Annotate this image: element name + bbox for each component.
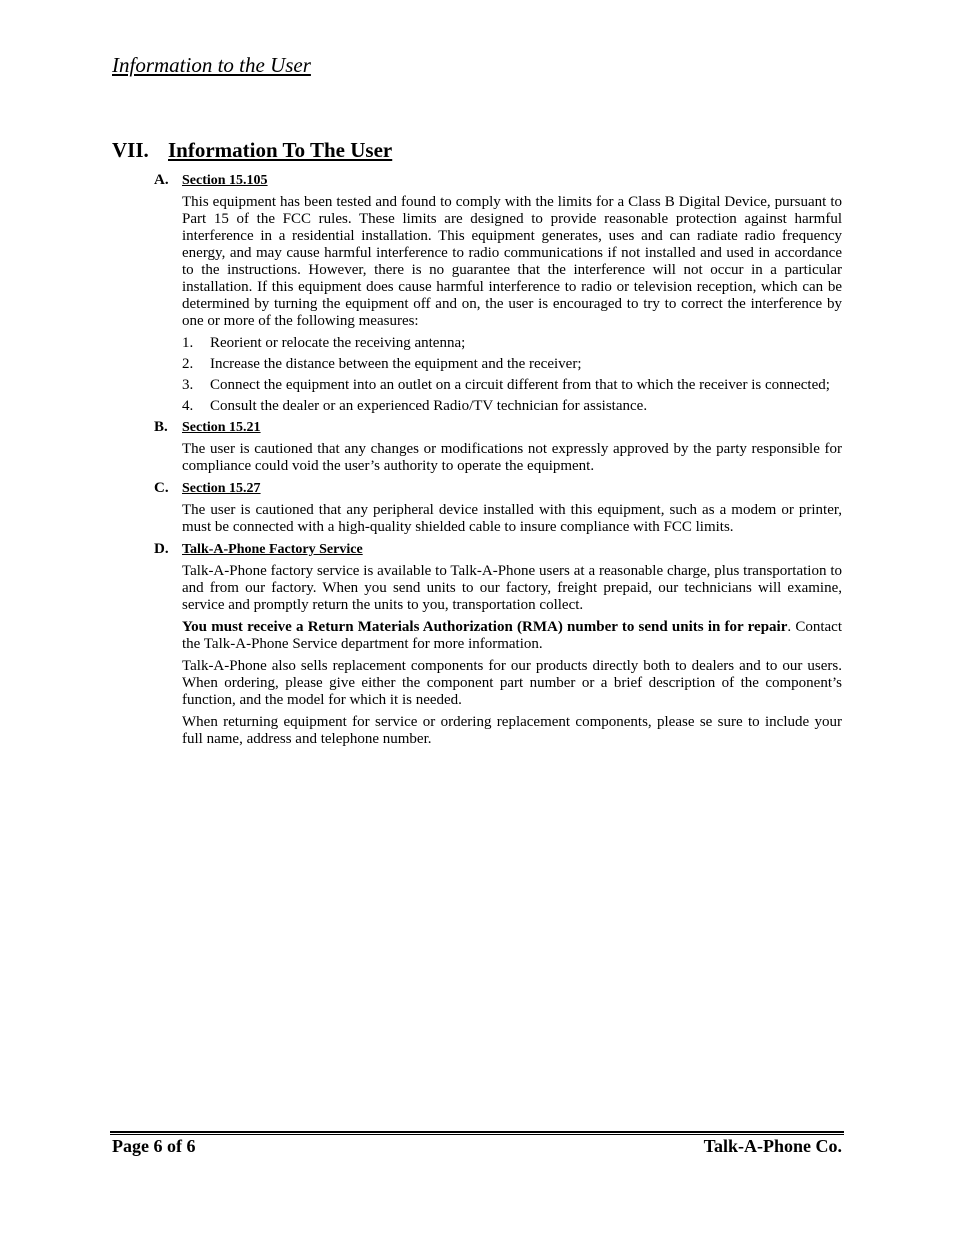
list-text: Consult the dealer or an experienced Radio/TV technician for assistance. [210,398,648,414]
list-item [182,356,842,373]
list-text: Reorient or relocate the receiving antenna; [210,335,466,351]
subsection-b [154,419,842,475]
subsection-heading [154,419,842,437]
paragraph: The user is cautioned that any changes or modifications not expressly approved by the party responsible for compliance could void the user’s authority to operate the equipment. [182,441,842,474]
subsection-a [154,172,842,415]
list-text: Increase the distance between the equipment and the receiver; [210,356,582,372]
list-text: Connect the equipment into an outlet on a circuit different from that to which the receiver is connected; [210,377,830,393]
subsection-heading [154,541,842,559]
list-number: 4. [182,398,194,414]
section-number: VII. [112,138,149,162]
list-item [182,335,842,352]
page-header-title: Information to the User [112,53,311,77]
page-number: Page 6 of 6 [112,1136,196,1156]
subsection-title: Section 15.105 [182,173,268,188]
rma-notice: You must receive a Return Materials Authorization (RMA) number to send units in for repair [182,619,788,635]
list-number: 3. [182,377,194,393]
paragraph: Talk-A-Phone factory service is available to Talk-A-Phone users at a reasonable charge, plus transportation to and from our factory. When you send units to our factory, freight prepaid, our technicians will examine, service and promptly return the units to you, transportation collect. [182,563,842,613]
subsection-letter: B. [154,419,168,435]
subsection-heading [154,480,842,498]
subsection-letter: D. [154,541,169,557]
paragraph: This equipment has been tested and found to comply with the limits for a Class B Digital Device, pursuant to Part 15 of the FCC rules. These limits are designed to provide reasonable protection against harmful interference in a residential installation. This equipment generates, uses and can radiate radio frequency energy, and may cause harmful interference to radio communications if not installed and used in accordance to the instructions. However, there is no guarantee that the interference will not occur in a particular installation. If this equipment does cause harmful interference to radio or television reception, which can be determined by turning the equipment off and on, the user is encouraged to try to correct the interference by one or more of the following measures: [182,194,842,329]
paragraph: The user is cautioned that any peripheral device installed with this equipment, such as a modem or printer, must be connected with a high-quality shielded cable to insure compliance with FCC limits. [182,502,842,535]
company-name: Talk-A-Phone Co. [703,1136,842,1156]
subsection-title: Talk-A-Phone Factory Service [182,542,363,557]
rma-paragraph [182,619,842,653]
list-number: 1. [182,335,194,351]
subsection-letter: A. [154,172,169,188]
document-body [154,172,842,753]
rma-contact: . Contact the Talk-A-Phone Service department for more information. [182,619,842,652]
footer-rule [110,1131,844,1133]
section-heading [112,138,392,163]
paragraph: Talk-A-Phone also sells replacement components for our products directly both to dealers and to our users. When ordering, please give either the component part number or a brief description of the component’s function, and the model for which it is needed. [182,658,842,708]
list-item [182,398,842,415]
subsection-heading [154,172,842,190]
section-title: Information To The User [168,138,393,162]
subsection-title: Section 15.21 [182,420,261,435]
list-item [182,377,842,394]
subsection-letter: C. [154,480,169,496]
measures-list [182,335,842,415]
footer-rule-thin [110,1134,844,1135]
subsection-d [154,541,842,748]
subsection-title: Section 15.27 [182,481,261,496]
subsection-c [154,480,842,536]
paragraph: When returning equipment for service or ordering replacement components, please se sure to include your full name, address and telephone number. [182,714,842,747]
list-number: 2. [182,356,194,372]
